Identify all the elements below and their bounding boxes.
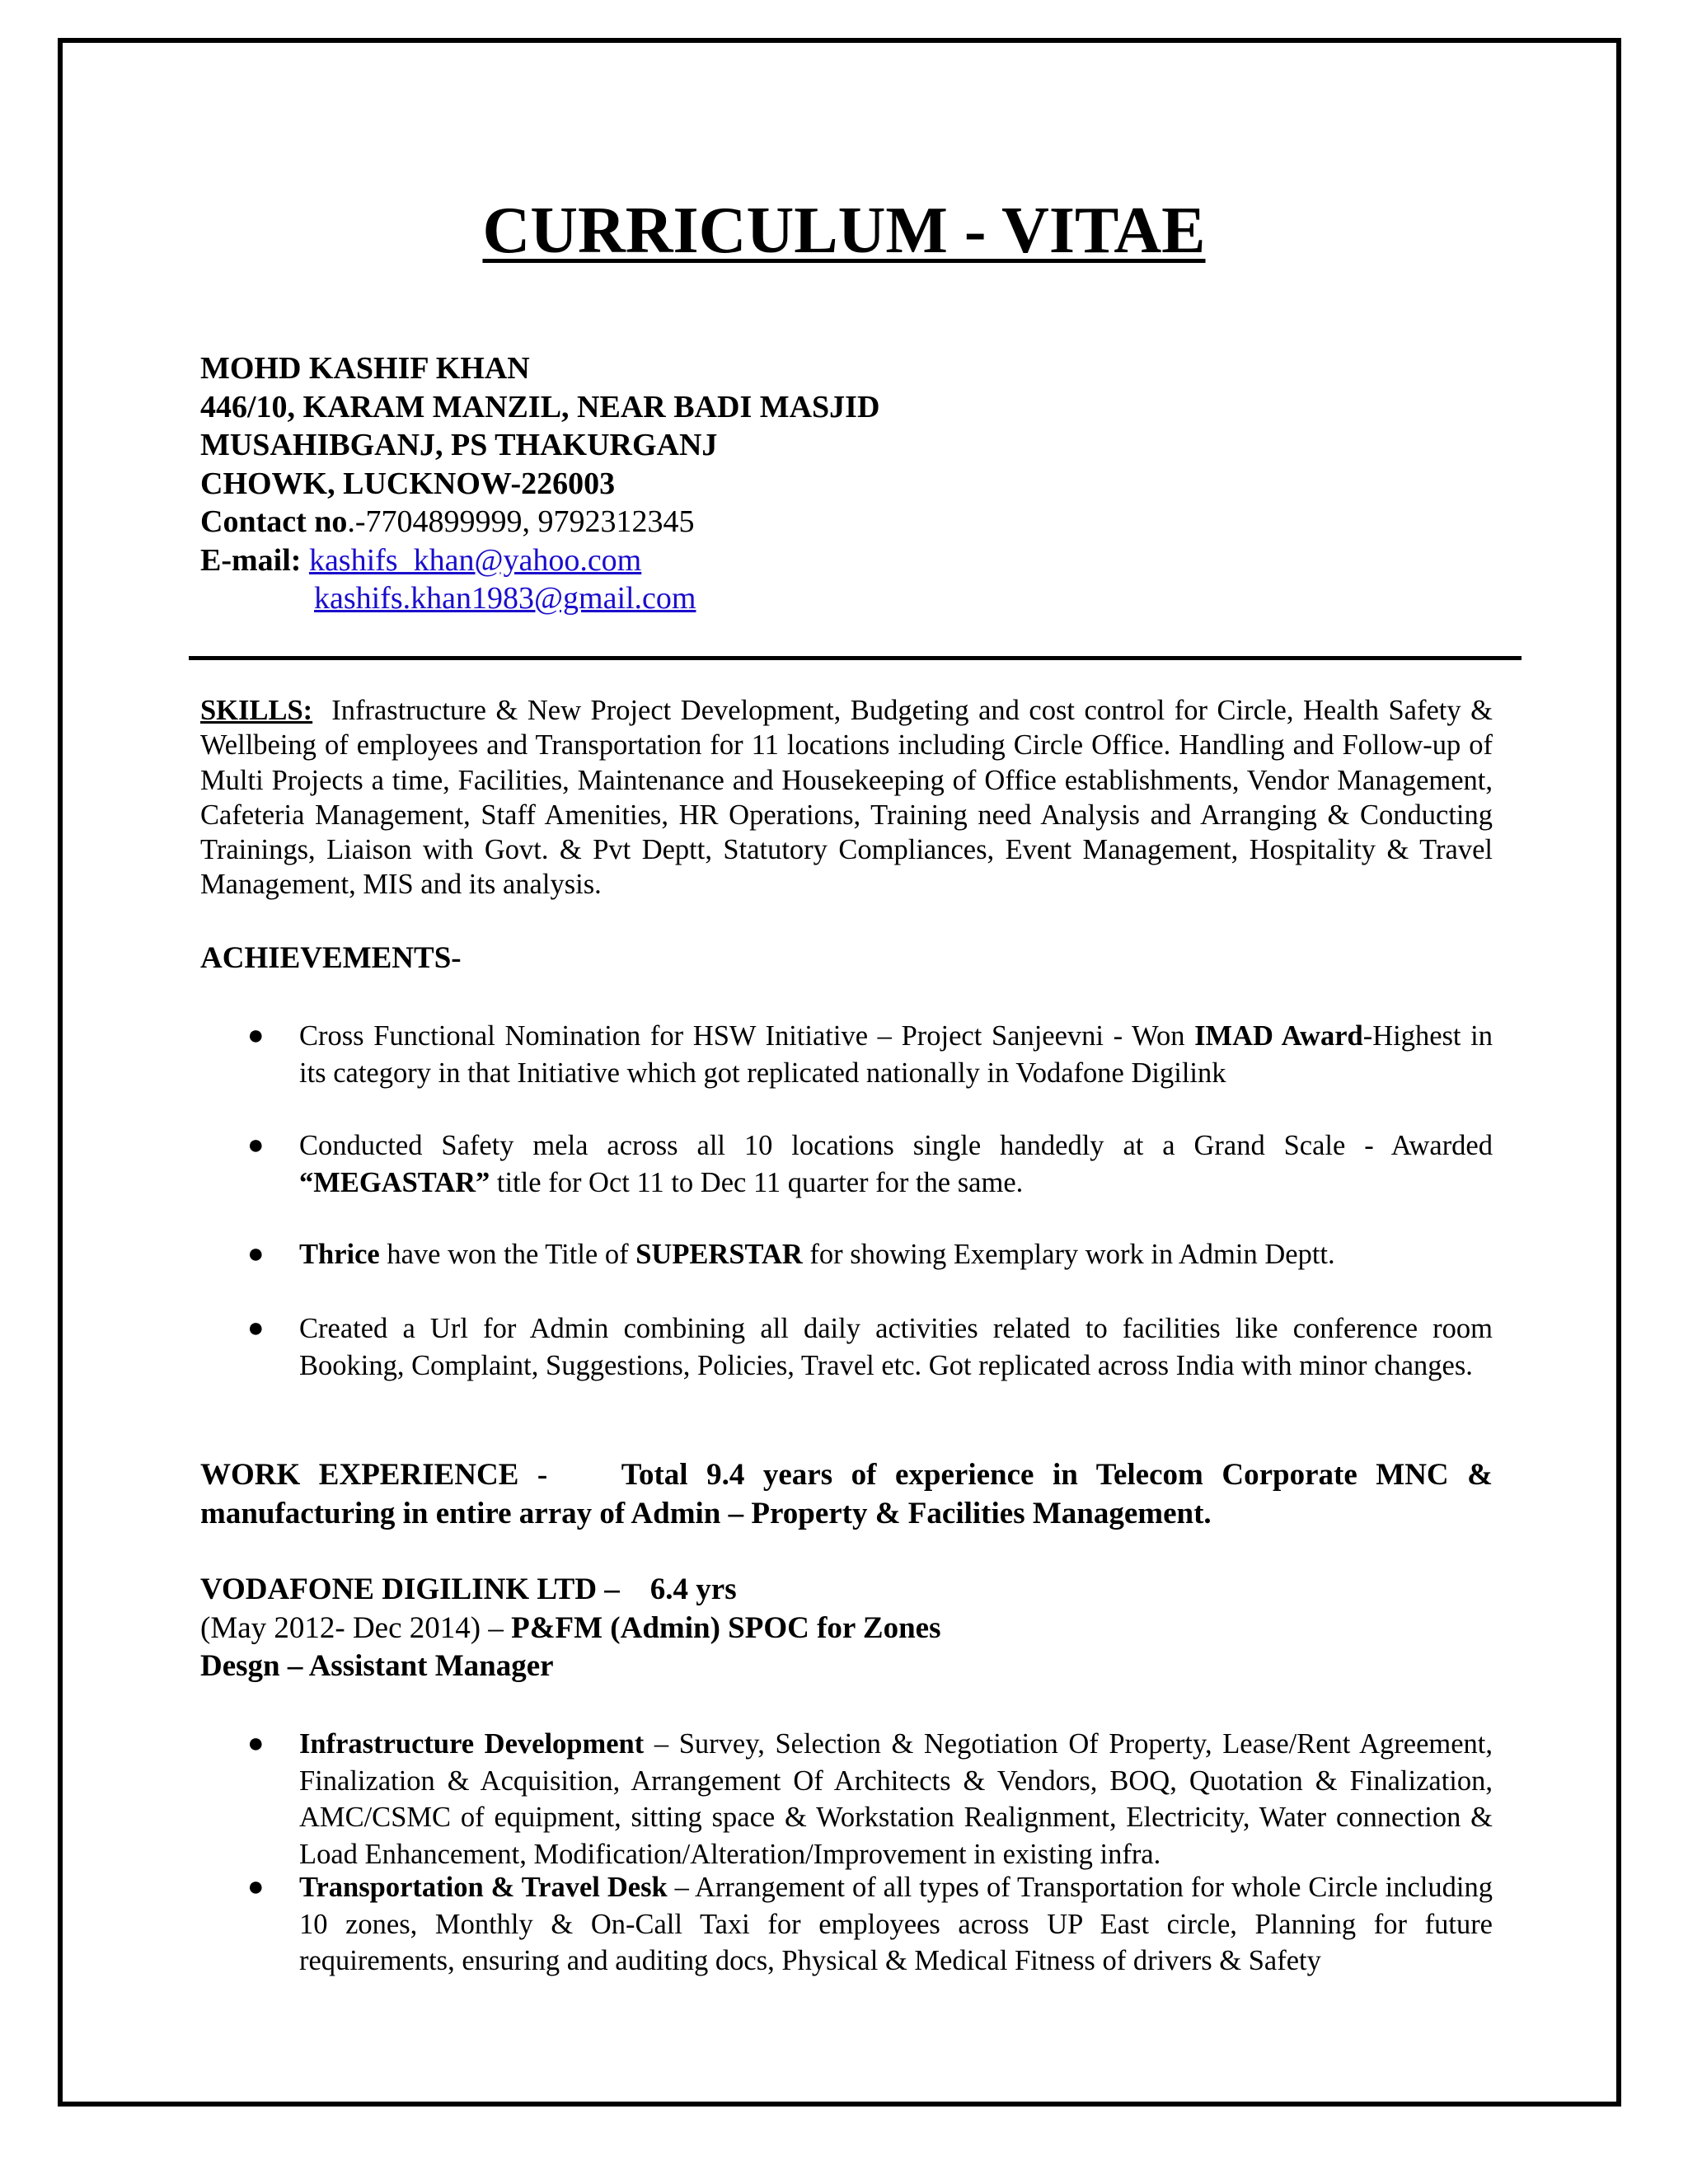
email-link-yahoo[interactable]: kashifs_khan@yahoo.com <box>308 542 642 578</box>
bullet-icon: ● <box>247 1728 265 1759</box>
achievements-heading: ACHIEVEMENTS- <box>200 941 462 975</box>
skills-label: SKILLS: <box>200 695 313 726</box>
page-title: CURRICULUM - VITAE <box>482 194 1206 267</box>
email-line <box>200 541 1493 580</box>
achievement-text: have won the Title of <box>379 1239 636 1270</box>
list-item <box>200 1236 1493 1273</box>
email-line-2 <box>200 579 1493 618</box>
achievement-text: for showing Exemplary work in Admin Deptt. <box>802 1239 1335 1270</box>
list-item <box>200 1310 1493 1384</box>
achievement-highlight: “MEGASTAR” <box>299 1166 490 1198</box>
achievement-text: title for Oct 11 to Dec 11 quarter for the same. <box>490 1166 1024 1198</box>
candidate-name: MOHD KASHIF KHAN <box>200 351 530 386</box>
employer-role: P&FM (Admin) SPOC for Zones <box>511 1610 941 1645</box>
employer-period: (May 2012- Dec 2014) – <box>200 1610 512 1645</box>
achievements-list-2 <box>200 1127 1493 1201</box>
responsibility-text: – Survey, Selection & Negotiation Of Property, Lease/Rent Agreement, Finalization & Acquisition, Arrangement Of Architects & Vendors, BOQ, Quotation & Finalization, AMC/CSMC of equipment, sitting space & Workstation Realignment, Electricity, Water connection & Load Enhancement, Modification/Alteration/Improvement in existing infra. <box>299 1728 1493 1871</box>
employer-name: VODAFONE DIGILINK LTD – <box>200 1572 620 1606</box>
achievement-text: Conducted Safety mela across all 10 locations single handedly at a Grand Scale - Awarded <box>299 1130 1493 1161</box>
achievement-text: Cross Functional Nomination for HSW Initiative – Project Sanjeevni - Won <box>299 1020 1195 1052</box>
responsibility-text: – Arrangement of all types of Transportation for whole Circle including 10 zones, Monthly & On-Call Taxi for employees across UP East circle, Planning for future requirements, ensuring and auditing docs, Physical & Medical Fitness of drivers & Safety <box>299 1872 1493 1977</box>
address-line-1: 446/10, KARAM MANZIL, NEAR BADI MASJID <box>200 389 880 424</box>
list-item <box>200 1726 1493 1873</box>
list-item <box>200 1127 1493 1201</box>
skills-section <box>200 693 1493 902</box>
employer-period-line <box>200 1610 1493 1648</box>
horizontal-divider <box>189 656 1522 660</box>
list-item <box>200 1869 1493 1980</box>
address-line-3: CHOWK, LUCKNOW-226003 <box>200 466 616 501</box>
bullet-icon: ● <box>247 1313 265 1343</box>
achievements-list-4 <box>200 1310 1493 1384</box>
responsibility-title: Infrastructure Development <box>299 1728 645 1760</box>
contact-block <box>200 349 1493 618</box>
achievements-list-1 <box>200 1018 1493 1091</box>
bullet-icon: ● <box>247 1130 265 1160</box>
responsibilities-list-2 <box>200 1869 1493 1980</box>
achievement-highlight: IMAD Award <box>1194 1020 1363 1052</box>
work-experience-summary: Total 9.4 years of experience in Telecom Corporate MNC & manufacturing in entire array of Admin – Property & Facilities Management. <box>200 1458 1493 1530</box>
work-experience-heading: WORK EXPERIENCE - <box>200 1458 548 1492</box>
employer-line <box>200 1571 1493 1610</box>
achievement-highlight: SUPERSTAR <box>635 1239 803 1270</box>
phone-line <box>200 503 1493 541</box>
employer-designation: Desgn – Assistant Manager <box>200 1649 554 1683</box>
bullet-icon: ● <box>247 1872 265 1902</box>
skills-text: Infrastructure & New Project Development, Budgeting and cost control for Circle, Health Safety & Wellbeing of employees and Transportation for 11 locations including Circle Office. Handling and Follow-up of Multi Projects a time, Facilities, Maintenance and Housekeeping of Office establishments, Vendor Management, Cafeteria Management, Staff Amenities, HR Operations, Training need Analysis and Arranging & Conducting Trainings, Liaison with Govt. & Pvt Deptt, Statutory Compliances, Event Management, Hospitality & Travel Management, MIS and its analysis. <box>200 695 1493 901</box>
email-link-gmail[interactable]: kashifs.khan1983@gmail.com <box>314 581 696 616</box>
achievement-highlight: Thrice <box>299 1239 380 1270</box>
responsibilities-list-1 <box>200 1726 1493 1873</box>
phone-value: .-7704899999, 9792312345 <box>347 504 695 539</box>
achievement-text: -Highest in its category in that Initiative which got replicated nationally in Vodafone Digilink <box>299 1020 1493 1089</box>
bullet-icon: ● <box>247 1020 265 1051</box>
employer-tenure: 6.4 yrs <box>649 1572 737 1606</box>
responsibility-title: Transportation & Travel Desk <box>299 1872 668 1903</box>
achievement-text: Created a Url for Admin combining all daily activities related to facilities like conference room Booking, Complaint, Suggestions, Policies, Travel etc. Got replicated across India with minor changes. <box>299 1313 1493 1381</box>
list-item <box>200 1018 1493 1091</box>
email-label: E-mail: <box>200 542 302 578</box>
work-experience-section <box>200 1455 1493 1533</box>
phone-label: Contact no <box>200 504 348 539</box>
employer-block <box>200 1571 1493 1686</box>
address-line-2: MUSAHIBGANJ, PS THAKURGANJ <box>200 428 718 462</box>
achievements-list-3 <box>200 1236 1493 1273</box>
bullet-icon: ● <box>247 1239 265 1269</box>
